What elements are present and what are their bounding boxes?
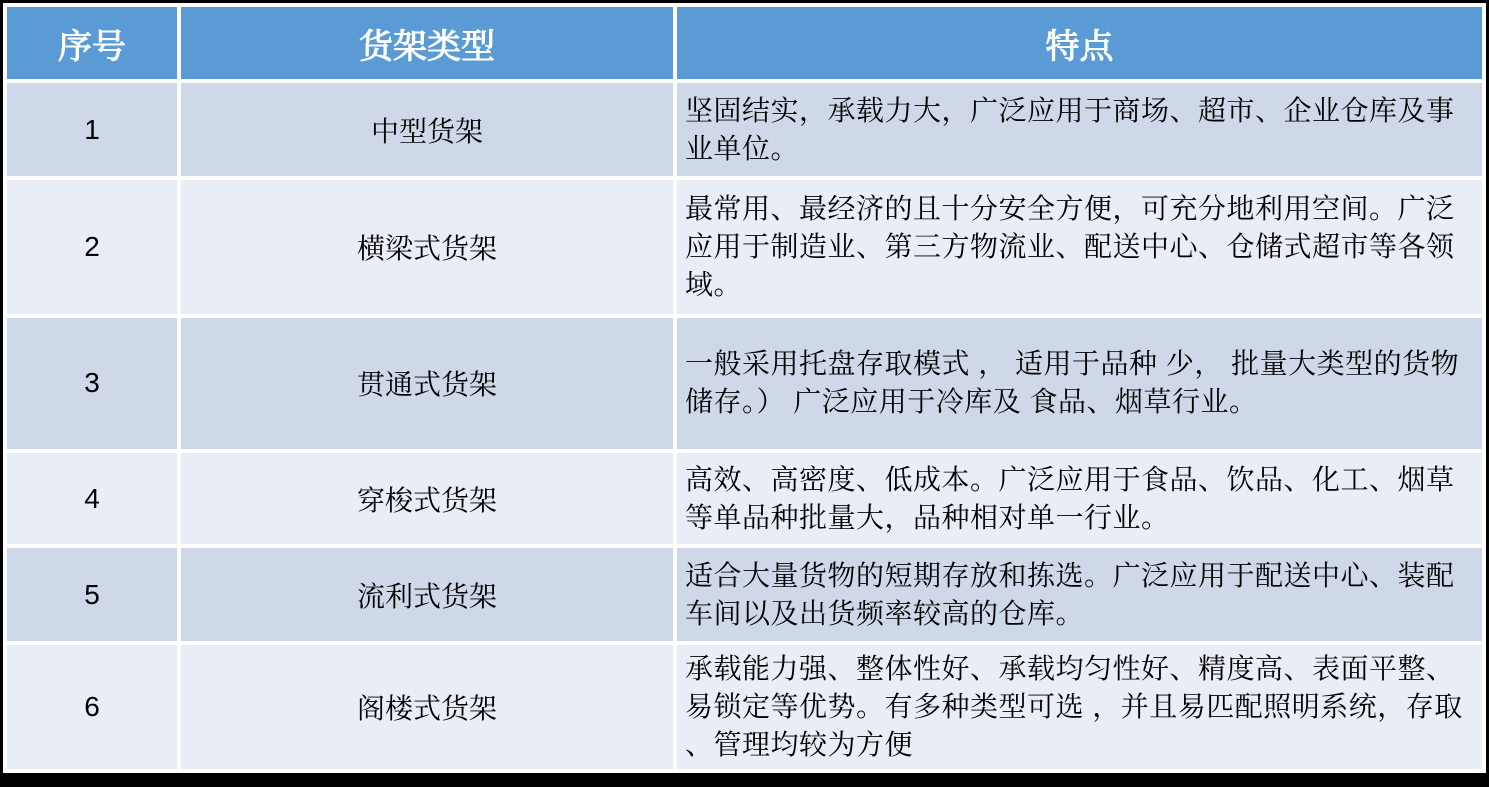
table-row: [7, 83, 1482, 176]
column-header-number: 序号: [7, 7, 177, 79]
table-row: [7, 318, 1482, 450]
cell-type: 贯通式货架: [181, 318, 673, 450]
cell-type: 中型货架: [181, 83, 673, 176]
cell-features: 一般采用托盘存取模式 ， 适用于品种 少， 批量大类型的货物储存。） 广泛应用于冷库及 食品、烟草行业。: [677, 318, 1482, 450]
cell-type: 流利式货架: [181, 548, 673, 641]
shelf-types-table: [3, 3, 1486, 773]
table-row: [7, 548, 1482, 641]
column-header-type: 货架类型: [181, 7, 673, 79]
cell-number: 5: [7, 548, 177, 641]
cell-type: 横梁式货架: [181, 180, 673, 314]
table-row: [7, 180, 1482, 314]
cell-number: 4: [7, 453, 177, 544]
cell-number: 6: [7, 645, 177, 769]
table-row: [7, 453, 1482, 544]
table-container: [3, 3, 1486, 773]
cell-number: 1: [7, 83, 177, 176]
header-row: [7, 7, 1482, 79]
column-header-features: 特点: [677, 7, 1482, 79]
cell-number: 2: [7, 180, 177, 314]
cell-type: 阁楼式货架: [181, 645, 673, 769]
cell-features: 适合大量货物的短期存放和拣选。广泛应用于配送中心、装配车间以及出货频率较高的仓库。: [677, 548, 1482, 641]
cell-features: 坚固结实，承载力大，广泛应用于商场、超市、企业仓库及事业单位。: [677, 83, 1482, 176]
cell-features: 高效、高密度、低成本。广泛应用于食品、饮品、化工、烟草等单品种批量大，品种相对单一行业。: [677, 453, 1482, 544]
cell-features: 承载能力强、整体性好、承载均匀性好、精度高、表面平整、易锁定等优势。有多种类型可选 ，并且易匹配照明系统，存取 、管理均较为方便: [677, 645, 1482, 769]
cell-type: 穿梭式货架: [181, 453, 673, 544]
cell-features: 最常用、最经济的且十分安全方便，可充分地利用空间。广泛应用于制造业、第三方物流业、配送中心、仓储式超市等各领域。: [677, 180, 1482, 314]
cell-number: 3: [7, 318, 177, 450]
table-row: [7, 645, 1482, 769]
